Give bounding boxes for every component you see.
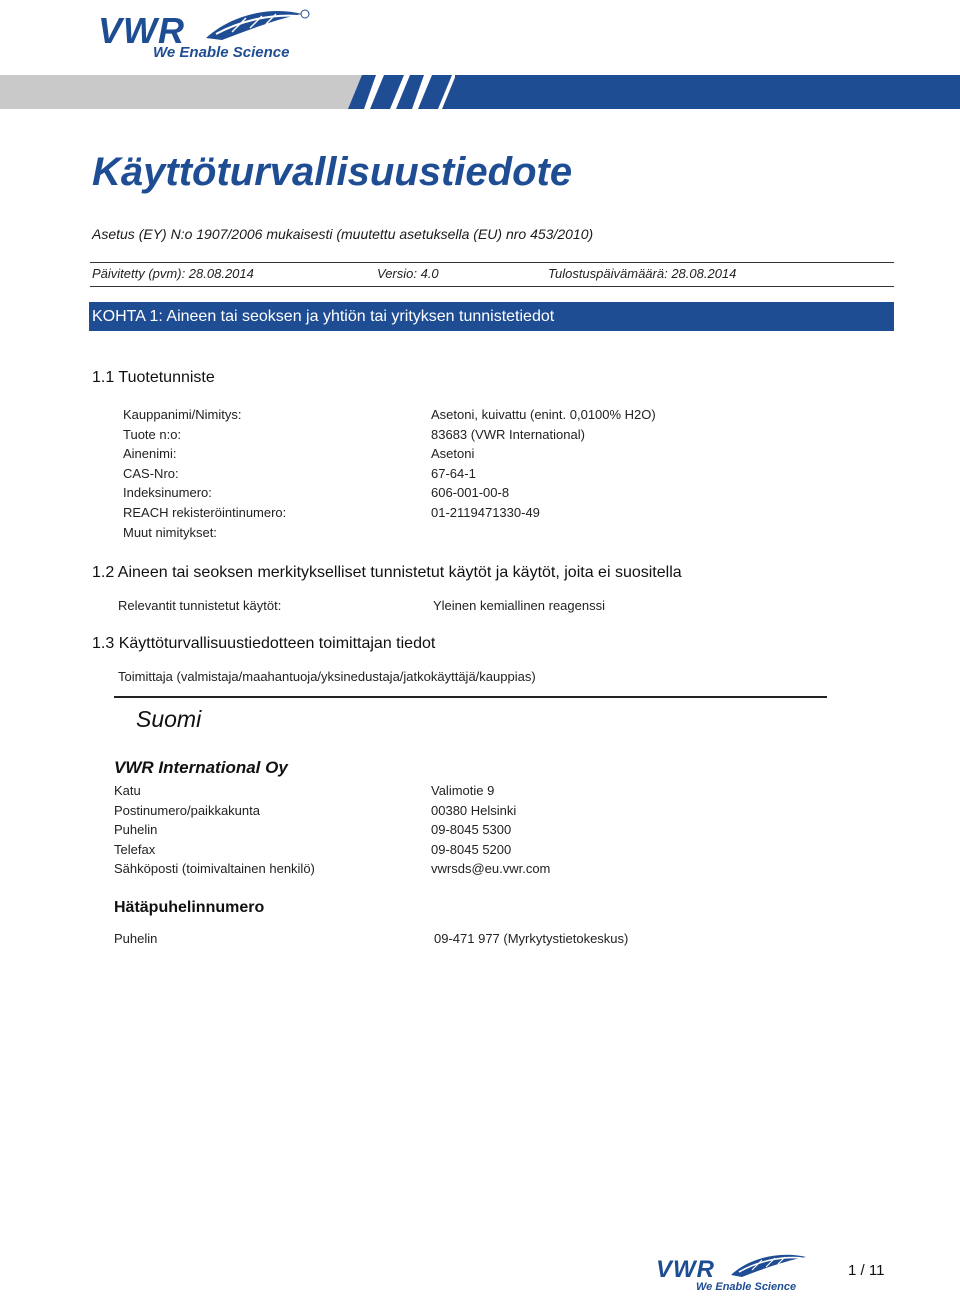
company-name: VWR International Oy — [114, 758, 288, 777]
footer-logo-tagline: We Enable Science — [696, 1281, 797, 1293]
meta-bottom-rule — [90, 286, 894, 287]
emergency-phone-value: 09-471 977 (Myrkytystietokeskus) — [434, 931, 629, 946]
row-label: Katu — [114, 783, 141, 798]
logo-wordmark: VWR — [98, 10, 185, 51]
row-label: Muut nimitykset: — [123, 525, 217, 540]
row-value: 606-001-00-8 — [431, 485, 510, 500]
print-date: Tulostuspäivämäärä: 28.08.2014 — [548, 266, 737, 281]
relevant-uses-label: Relevantit tunnistetut käytöt: — [118, 598, 282, 613]
relevant-uses-value: Yleinen kemiallinen reagenssi — [433, 598, 605, 613]
row-value: 01-2119471330-49 — [431, 505, 540, 520]
subsection-1-1-heading: 1.1 Tuotetunniste — [92, 369, 215, 386]
row-label: CAS-Nro: — [123, 466, 179, 481]
logo-tagline: We Enable Science — [153, 44, 290, 61]
supplier-rule — [114, 696, 827, 698]
emergency-heading: Hätäpuhelinnumero — [114, 899, 265, 916]
row-label: Puhelin — [114, 822, 158, 837]
row-label: Telefax — [114, 842, 156, 857]
supplier-label: Toimittaja (valmistaja/maahantuoja/yksinedustaja/jatkokäyttäjä/kauppias) — [118, 669, 536, 684]
row-value: 09-8045 5200 — [431, 842, 512, 857]
row-label: Postinumero/paikkakunta — [114, 803, 260, 818]
country-name: Suomi — [136, 706, 202, 732]
row-label: Sähköposti (toimivaltainen henkilö) — [114, 861, 315, 876]
updated-date: Päivitetty (pvm): 28.08.2014 — [92, 266, 254, 281]
leaf-swoosh-icon — [202, 8, 312, 42]
row-label: Tuote n:o: — [123, 427, 182, 442]
footer-leaf-swoosh-icon — [728, 1252, 812, 1278]
row-value: 00380 Helsinki — [431, 803, 517, 818]
row-label: REACH rekisteröintinumero: — [123, 505, 287, 520]
row-label: Kauppanimi/Nimitys: — [123, 407, 242, 422]
version: Versio: 4.0 — [377, 266, 439, 281]
row-value: vwrsds@eu.vwr.com — [431, 861, 551, 876]
regulation-text: Asetus (EY) N:o 1907/2006 mukaisesti (muutettu asetuksella (EU) nro 453/2010) — [92, 226, 594, 242]
subsection-1-2-heading: 1.2 Aineen tai seoksen merkitykselliset tunnistetut käytöt ja käytöt, joita ei suositella — [92, 564, 682, 581]
row-value: Asetoni — [431, 446, 475, 461]
meta-top-rule — [90, 262, 894, 263]
header-logo — [98, 8, 313, 66]
row-label: Ainenimi: — [123, 446, 177, 461]
subsection-1-3-heading: 1.3 Käyttöturvallisuustiedotteen toimittajan tiedot — [92, 635, 436, 652]
document-title: Käyttöturvallisuustiedote — [92, 150, 573, 194]
row-value: Valimotie 9 — [431, 783, 495, 798]
header-blue-band — [455, 75, 960, 109]
row-value: 09-8045 5300 — [431, 822, 512, 837]
section-1-heading: KOHTA 1: Aineen tai seoksen ja yhtiön tai yrityksen tunnistetiedot — [89, 302, 894, 331]
header-chevron-graphic — [330, 75, 490, 109]
row-label: Indeksinumero: — [123, 485, 212, 500]
footer-logo — [656, 1252, 816, 1296]
footer-logo-wordmark: VWR — [656, 1256, 715, 1283]
header-gray-band — [0, 75, 360, 109]
emergency-phone-label: Puhelin — [114, 931, 158, 946]
row-value: Asetoni, kuivattu (enint. 0,0100% H2O) — [431, 407, 656, 422]
row-value: 83683 (VWR International) — [431, 427, 585, 442]
page-number: 1 / 11 — [848, 1262, 885, 1279]
row-value: 67-64-1 — [431, 466, 476, 481]
